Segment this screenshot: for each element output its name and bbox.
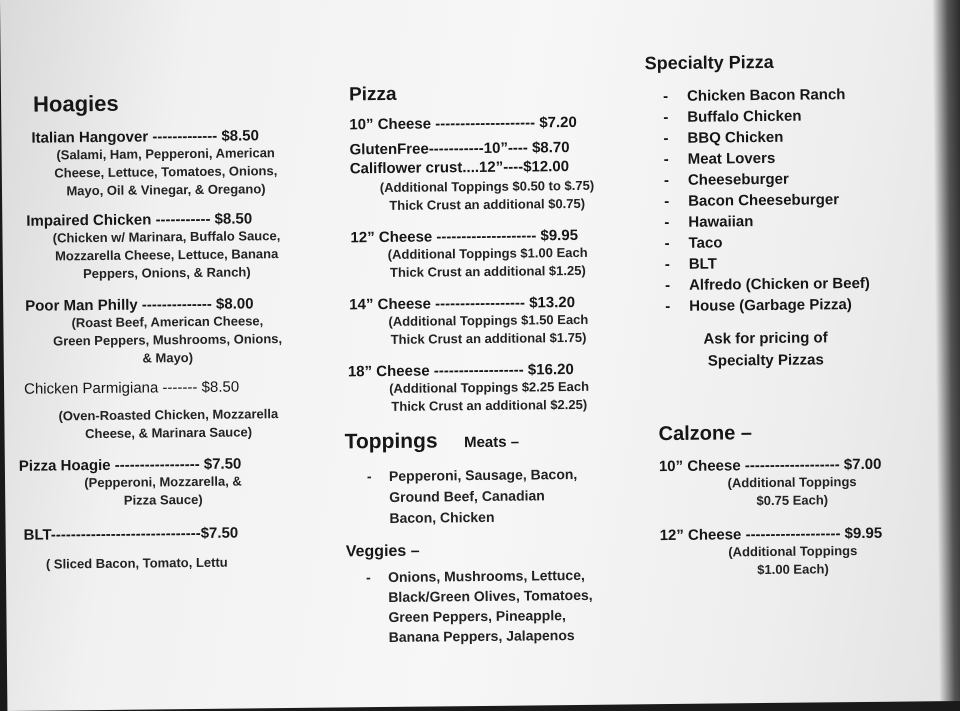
- list-dash: -: [664, 256, 670, 274]
- specialty-name: Hawaiian: [688, 213, 754, 231]
- note-line: Thick Crust an additional $1.75): [390, 329, 587, 347]
- desc-line: ( Sliced Bacon, Tomato, Lettu: [45, 554, 228, 572]
- specialty-column: [643, 50, 929, 580]
- hoagies-column: [19, 89, 324, 574]
- specialty-item: [665, 251, 925, 275]
- specialty-item: [664, 167, 924, 191]
- specialty-pricing-note: [645, 327, 885, 374]
- note-line: $0.75 Each): [756, 492, 829, 509]
- item-title: Poor Man Philly -------------- $8.00: [25, 295, 254, 315]
- desc-line: (Pepperoni, Mozzarella, &: [84, 473, 242, 491]
- specialty-name: BBQ Chicken: [687, 128, 784, 147]
- pizza-column: [341, 81, 637, 647]
- specialty-name: Meat Lovers: [687, 149, 776, 168]
- meats-label: Meats –: [463, 433, 520, 452]
- list-dash: -: [664, 214, 670, 232]
- list-dash: -: [664, 193, 670, 211]
- desc-line: (Salami, Ham, Pepperoni, American: [56, 145, 275, 163]
- list-dash: -: [663, 130, 669, 148]
- veggies-list: [366, 564, 637, 647]
- calzone-section: [646, 420, 928, 580]
- specialty-name: Cheeseburger: [687, 170, 789, 189]
- menu-item-blt: [24, 524, 324, 574]
- item-title: BLT------------------------------$7.50: [23, 524, 239, 544]
- specialty-item: [664, 146, 924, 170]
- desc-line: Cheese, & Marinara Sauce): [85, 424, 253, 442]
- desc-line: Mozzarella Cheese, Lettuce, Banana: [54, 246, 279, 264]
- pizza-18-notes: [344, 377, 634, 416]
- list-dash: -: [662, 88, 669, 106]
- pizza-10-notes: [342, 176, 632, 215]
- pizza-gluten-free: GlutenFree-----------10”---- $8.70: [349, 139, 570, 159]
- item-title: Chicken Parmigiana ------- $8.50: [23, 378, 240, 398]
- desc-line: Pizza Sauce): [123, 491, 203, 508]
- specialty-name: House (Garbage Pizza): [689, 296, 852, 315]
- note-line: Thick Crust an additional $1.25): [389, 262, 586, 280]
- veggies-text: [388, 564, 637, 647]
- meats-list: [367, 463, 636, 529]
- veggie-line: Black/Green Olives, Tomatoes,: [388, 586, 593, 605]
- veggie-line: Onions, Mushrooms, Lettuce,: [387, 566, 585, 585]
- note-line: $1.00 Each): [757, 561, 829, 578]
- note-line: Specialty Pizzas: [707, 351, 824, 370]
- calzone-heading: Calzone –: [658, 422, 753, 446]
- hoagies-heading: Hoagies: [32, 90, 119, 117]
- list-dash: -: [663, 151, 669, 169]
- desc-line: (Roast Beef, American Cheese,: [71, 313, 264, 331]
- meat-line: Ground Beef, Canadian: [389, 487, 545, 505]
- desc-line: Peppers, Onions, & Ranch): [82, 264, 251, 282]
- specialty-name: Bacon Cheeseburger: [688, 191, 840, 210]
- pizza-18-cheese: 18” Cheese ------------------ $16.20: [347, 361, 574, 381]
- item-description: [23, 472, 303, 511]
- menu-item-italian-hangover: [19, 127, 320, 201]
- list-dash: -: [665, 297, 671, 316]
- specialty-item: [664, 230, 924, 254]
- desc-line: (Oven-Roasted Chicken, Mozzarella: [58, 406, 279, 424]
- specialty-name: Alfredo (Chicken or Beef): [688, 274, 870, 294]
- item-title: Impaired Chicken ----------- $8.50: [26, 210, 253, 230]
- note-line: (Additional Toppings $2.25 Each: [389, 378, 590, 396]
- pizza-14-cheese: 14” Cheese ------------------ $13.20: [349, 293, 576, 314]
- note-line: Ask for pricing of: [703, 329, 828, 348]
- list-dash: -: [664, 276, 671, 295]
- pizza-10-cheese: 10” Cheese -------------------- $7.20: [349, 113, 577, 134]
- desc-line: Green Peppers, Mushrooms, Onions,: [52, 331, 283, 349]
- pizza-12-cheese: 12” Cheese -------------------- $9.95: [350, 226, 579, 247]
- item-title: Pizza Hoagie ----------------- $7.50: [18, 455, 242, 475]
- desc-line: (Chicken w/ Marinara, Buffalo Sauce,: [52, 228, 281, 246]
- list-dash: -: [663, 172, 670, 190]
- note-line: (Additional Toppings $1.00 Each: [387, 244, 588, 262]
- note-line: Thick Crust an additional $2.25): [391, 396, 588, 414]
- specialty-name: BLT: [688, 255, 717, 273]
- veggies-dash: -: [365, 569, 371, 586]
- specialty-item: [663, 104, 923, 128]
- calzone-12-notes: [658, 541, 928, 580]
- menu-item-chicken-parmigiana: [22, 378, 323, 444]
- list-dash: -: [664, 235, 670, 253]
- calzone-12-cheese: 12” Cheese ------------------- $9.95: [659, 524, 883, 545]
- item-description: [22, 405, 314, 444]
- pizza-heading: Pizza: [348, 83, 397, 106]
- meats-text: [389, 463, 636, 529]
- note-line: (Additional Toppings $1.50 Each: [388, 311, 589, 329]
- note-line: (Additional Toppings: [728, 543, 858, 560]
- meat-line: Pepperoni, Sausage, Bacon,: [388, 465, 578, 484]
- toppings-section: [345, 427, 637, 647]
- note-line: (Additional Toppings $0.50 to $.75): [379, 177, 595, 196]
- item-description: [46, 553, 324, 574]
- veggie-line: Green Peppers, Pineapple,: [388, 607, 566, 625]
- item-description: [21, 312, 314, 369]
- specialty-name: Taco: [688, 234, 723, 252]
- specialty-list: [663, 83, 925, 317]
- specialty-heading: Specialty Pizza: [644, 51, 774, 74]
- page-edge-shadow: [932, 0, 960, 701]
- specialty-name: Buffalo Chicken: [687, 107, 802, 126]
- specialty-item: [664, 188, 924, 212]
- pizza-califlower: Califlower crust....12”----$12.00: [349, 158, 570, 178]
- calzone-10-notes: [657, 472, 927, 511]
- meat-line: Bacon, Chicken: [389, 508, 495, 526]
- note-line: (Additional Toppings: [727, 474, 857, 491]
- specialty-name: Chicken Bacon Ranch: [686, 86, 846, 105]
- toppings-heading: Toppings: [344, 429, 438, 454]
- meats-dash: -: [366, 468, 372, 485]
- menu-item-pizza-hoagie: [18, 455, 324, 511]
- menu-item-impaired-chicken: [20, 210, 321, 284]
- list-dash: -: [663, 109, 669, 127]
- specialty-item: [665, 272, 925, 296]
- calzone-10-cheese: 10” Cheese ------------------- $7.00: [658, 455, 882, 476]
- desc-line: Cheese, Lettuce, Tomatoes, Onions,: [54, 163, 278, 181]
- specialty-item: [663, 83, 923, 107]
- item-title: Italian Hangover ------------- $8.50: [31, 127, 260, 147]
- item-description: [20, 227, 313, 284]
- pizza-12-notes: [343, 243, 633, 282]
- item-description: [20, 144, 313, 201]
- specialty-item: [664, 209, 924, 233]
- toppings-heading-row: [345, 427, 635, 454]
- pizza-14-notes: [343, 310, 633, 349]
- specialty-item: [665, 293, 925, 317]
- note-line: Thick Crust an additional $0.75): [389, 195, 586, 213]
- veggie-line: Banana Peppers, Jalapenos: [388, 627, 575, 645]
- menu-item-poor-man-philly: [21, 295, 322, 369]
- desc-line: & Mayo): [142, 349, 194, 366]
- veggies-label: Veggies –: [345, 542, 420, 561]
- desc-line: Mayo, Oil & Vinegar, & Oregano): [66, 181, 266, 199]
- specialty-item: [663, 125, 923, 149]
